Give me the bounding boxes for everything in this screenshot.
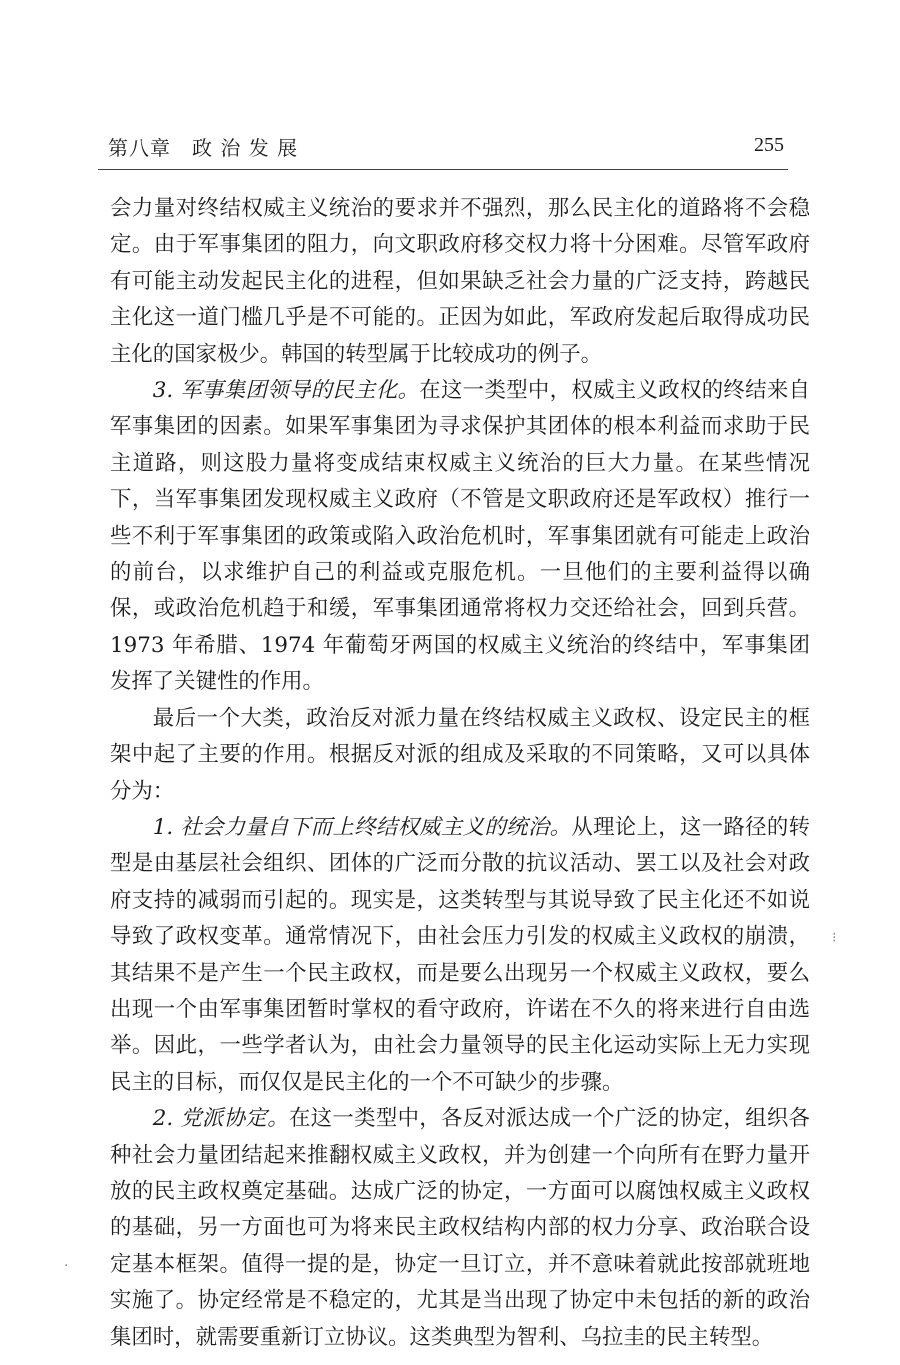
paragraph-4 xyxy=(110,810,810,1101)
paragraph-3 xyxy=(110,701,810,810)
subheading-bottom-up: 1. 社会力量自下而上终结权威主义的统治。 xyxy=(152,814,572,840)
paragraph-5 xyxy=(110,1101,810,1356)
chapter-title: 第八章 政 治 发 展 xyxy=(108,136,299,160)
page-body xyxy=(110,191,810,1356)
paragraph-1 xyxy=(110,191,810,373)
paragraph-text: 在这一类型中，各反对派达成一个广泛的协定，组织各种社会力量团结起来推翻权威主义政权，并为创建一个向所有在野力量开放的民主政权奠定基础。达成广泛的协定，一方面可以腐蚀权威主义政权的基础，另一方面也可为将来民主政权结构内部的权力分享、政治联合设定基本框架。值得一提的是，协定一旦订立，并不意味着就此按部就班地实施了。协定经常是不稳定的，尤其是当出现了协定中未包括的新的政治集团时，就需要重新订立协议。这类典型为智利、乌拉圭的民主转型。 xyxy=(110,1106,810,1350)
scan-speck: · xyxy=(64,1258,69,1274)
paragraph-text: 最后一个大类，政治反对派力量在终结权威主义政权、设定民主的框架中起了主要的作用。根据反对派的组成及采取的不同策略，又可以具体分为： xyxy=(110,705,810,804)
subheading-military-led: 3. 军事集团领导的民主化。 xyxy=(152,378,420,404)
subheading-party-pact: 2. 党派协定。 xyxy=(152,1106,289,1132)
paragraph-text: 从理论上，这一路径的转型是由基层社会组织、团体的广泛而分散的抗议活动、罢工以及社会对政府支持的减弱而引起的。现实是，这类转型与其说导致了民主化还不如说导致了政权变革。通常情况下，由社会压力引发的权威主义政权的崩溃，其结果不是产生一个民主政权，而是要么出现另一个权威主义政权，要么出现一个由军事集团暂时掌权的看守政府，许诺在不久的将来进行自由选举。因此，一些学者认为，由社会力量领导的民主化运动实际上无力实现民主的目标，而仅仅是民主化的一个不可缺少的步骤。 xyxy=(110,814,810,1095)
header-rule xyxy=(98,169,788,170)
running-header xyxy=(98,126,788,170)
paragraph-text: 在这一类型中，权威主义政权的终结来自军事集团的因素。如果军事集团为寻求保护其团体的根本利益而求助于民主道路，则这股力量将变成结束权威主义统治的巨大力量。在某些情况下，当军事集团发现权威主义政府（不管是文职政府还是军政权）推行一些不利于军事集团的政策或陷入政治危机时，军事集团就有可能走上政治的前台，以求维护自己的利益或克服危机。一旦他们的主要利益得以确保，或政治危机趋于和缓，军事集团通常将权力交还给社会，回到兵营。1973 年希腊、1974 年葡萄牙两国的权威主义统治的终结中，军事集团发挥了关键性的作用。 xyxy=(110,378,810,695)
page-number: 255 xyxy=(754,134,784,156)
paragraph-2 xyxy=(110,373,810,701)
scan-speck: ⁝ xyxy=(832,930,837,946)
paragraph-text: 会力量对终结权威主义统治的要求并不强烈，那么民主化的道路将不会稳定。由于军事集团的阻力，向文职政府移交权力将十分困难。尽管军政府有可能主动发起民主化的进程，但如果缺乏社会力量的广泛支持，跨越民主化这一道门槛几乎是不可能的。正因为如此，军政府发起后取得成功民主化的国家极少。韩国的转型属于比较成功的例子。 xyxy=(110,196,810,367)
